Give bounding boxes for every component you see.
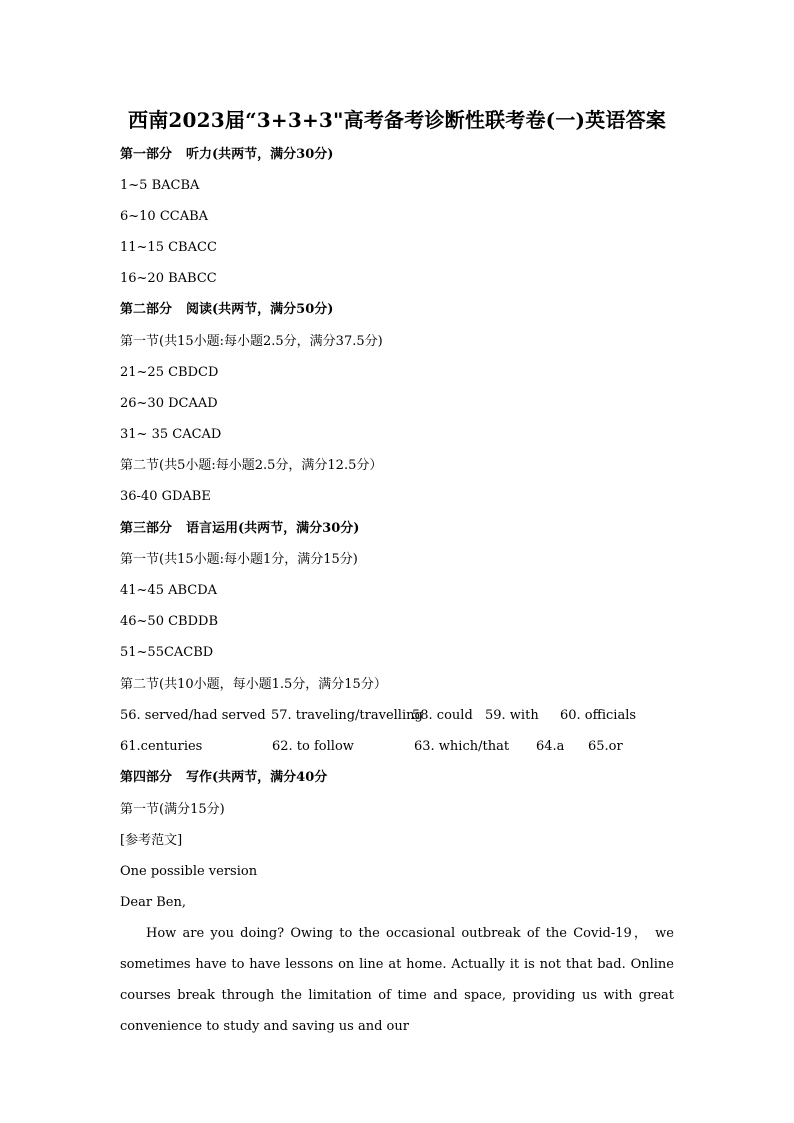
part1-heading-text: 听力(共两节，满分30分) <box>186 147 334 162</box>
answer-line: 26~30 DCAAD <box>120 396 218 411</box>
cloze-answer: 65.or <box>588 739 623 754</box>
letter-body-text: How are you doing? Owing to the occasional outbreak of the Covid-19， we sometimes have to have lessons on line at home. Actually it is not that bad. Online courses break through the limitation of time and space, providing us with great convenience to study and saving us and our <box>120 926 674 1034</box>
answer-line: 16~20 BABCC <box>120 271 217 286</box>
cloze-answer: 56. served/had served <box>120 708 266 723</box>
cloze-answer: 61.centuries <box>120 739 203 754</box>
section-heading: 第一节(共15小题:每小题2.5分，满分37.5分) <box>120 334 383 349</box>
part1-heading-label: 第一部分 <box>120 147 173 162</box>
cloze-answer: 60. officials <box>560 708 637 723</box>
page-title: 西南2023届“3+3+3"高考备考诊断性联考卷(一)英语答案 <box>128 108 666 132</box>
answer-line: 11~15 CBACC <box>120 240 217 255</box>
answer-line: 51~55CACBD <box>120 645 214 660</box>
answer-line: 1~5 BACBA <box>120 178 200 193</box>
part3-heading <box>120 520 359 538</box>
answer-line: 21~25 CBDCD <box>120 365 219 380</box>
section-heading: 第一节(共15小题:每小题1分，满分15分) <box>120 552 358 567</box>
answer-line: 31~ 35 CACAD <box>120 427 222 442</box>
part2-heading-label: 第二部分 <box>120 302 173 317</box>
part2-heading-text: 阅读(共两节，满分50分) <box>186 302 334 317</box>
part4-heading <box>120 769 327 787</box>
cloze-answer: 63. which/that <box>414 739 510 754</box>
part3-heading-label: 第三部分 <box>120 521 173 536</box>
cloze-answer: 58. could <box>412 708 473 723</box>
section-heading: 第一节(满分15分) <box>120 802 225 817</box>
cloze-answer: 59. with <box>485 708 539 723</box>
part4-heading-label: 第四部分 <box>120 770 173 785</box>
answer-line: 36-40 GDABE <box>120 489 211 504</box>
part3-heading-text: 语言运用(共两节，满分30分) <box>186 521 360 536</box>
reference-label: [参考范文] <box>120 833 183 848</box>
part1-heading <box>120 146 333 164</box>
answer-line: 41~45 ABCDA <box>120 583 218 598</box>
answer-line: 46~50 CBDDB <box>120 614 219 629</box>
section-heading: 第二节(共10小题，每小题1.5分，满分15分） <box>120 677 387 692</box>
cloze-answer: 64.a <box>536 739 565 754</box>
letter-body <box>120 918 674 1042</box>
part4-heading-text: 写作(共两节，满分40分 <box>186 770 328 785</box>
cloze-answer: 62. to follow <box>272 739 354 754</box>
letter-greeting: Dear Ben, <box>120 895 186 910</box>
answer-line: 6~10 CCABA <box>120 209 209 224</box>
cloze-answer: 57. traveling/travelling <box>271 708 423 723</box>
part2-heading <box>120 301 333 319</box>
section-heading: 第二节(共5小题:每小题2.5分，满分12.5分） <box>120 458 383 473</box>
version-label: One possible version <box>120 864 258 879</box>
